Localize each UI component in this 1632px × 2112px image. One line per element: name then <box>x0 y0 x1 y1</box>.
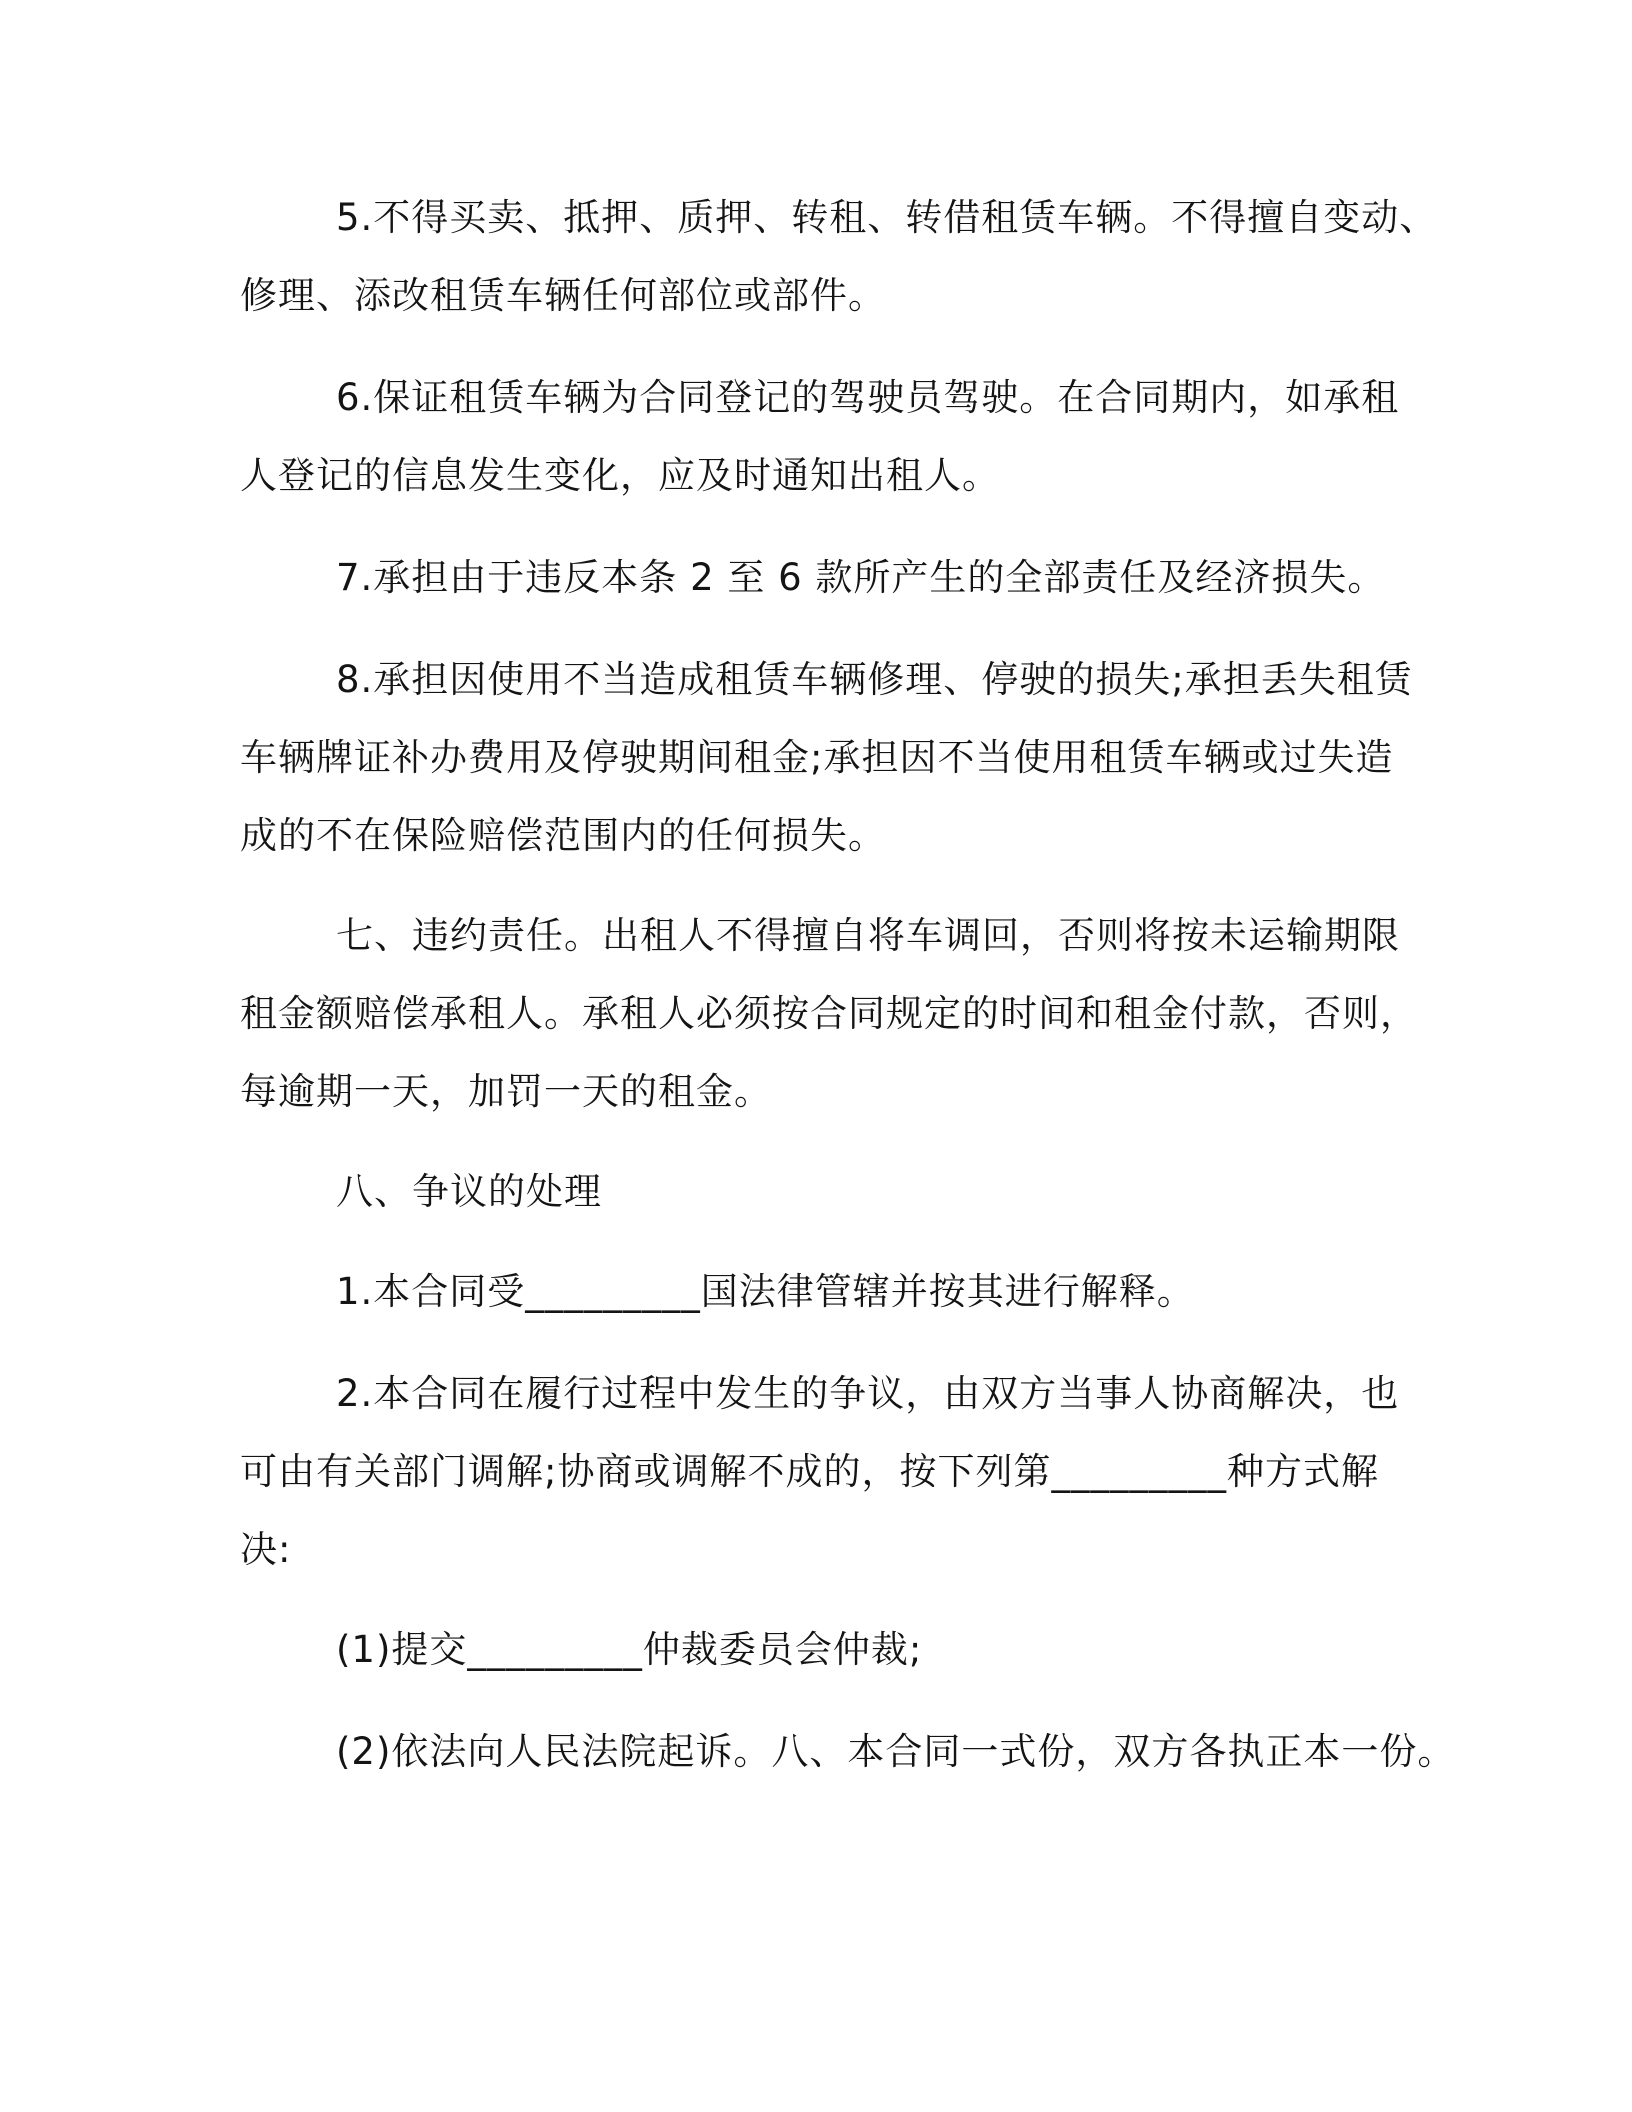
paragraph-item-5 <box>240 196 1440 326</box>
paragraph-line: 人登记的信息发生变化，应及时通知出租人。 <box>240 454 1000 497</box>
paragraph-line: 车辆牌证补办费用及停驶期间租金;承担因不当使用租赁车辆或过失造 <box>240 736 1394 779</box>
paragraph-line: (1)提交_________仲裁委员会仲裁; <box>336 1628 923 1671</box>
paragraph-dispute-2 <box>240 1372 1440 1582</box>
paragraph-line: 可由有关部门调解;协商或调解不成的，按下列第_________种方式解 <box>240 1450 1379 1493</box>
paragraph-item-6 <box>240 376 1440 506</box>
paragraph-option-1 <box>240 1628 1440 1678</box>
paragraph-line: 2.本合同在履行过程中发生的争议，由双方当事人协商解决，也 <box>336 1372 1400 1415</box>
paragraph-line: 每逾期一天，加罚一天的租金。 <box>240 1070 772 1113</box>
paragraph-option-2 <box>240 1730 1456 1780</box>
paragraph-line: 修理、添改租赁车辆任何部位或部件。 <box>240 274 886 317</box>
paragraph-line: 1.本合同受_________国法律管辖并按其进行解释。 <box>336 1270 1195 1313</box>
paragraph-item-8 <box>240 658 1440 868</box>
paragraph-dispute-1 <box>240 1270 1440 1320</box>
paragraph-line: (2)依法向人民法院起诉。八、本合同一式份，双方各执正本一份。 <box>336 1730 1456 1773</box>
paragraph-line: 八、争议的处理 <box>336 1170 602 1213</box>
paragraph-line: 成的不在保险赔偿范围内的任何损失。 <box>240 814 886 857</box>
paragraph-line: 七、违约责任。出租人不得擅自将车调回，否则将按未运输期限 <box>336 914 1400 957</box>
paragraph-line: 7.承担由于违反本条 2 至 6 款所产生的全部责任及经济损失。 <box>336 556 1386 599</box>
paragraph-section-7 <box>240 914 1440 1124</box>
paragraph-line: 租金额赔偿承租人。承租人必须按合同规定的时间和租金付款，否则， <box>240 992 1418 1035</box>
paragraph-line: 6.保证租赁车辆为合同登记的驾驶员驾驶。在合同期内，如承租 <box>336 376 1400 419</box>
paragraph-line: 决: <box>240 1528 292 1571</box>
section-heading <box>240 1170 1440 1220</box>
paragraph-item-7 <box>240 556 1440 606</box>
paragraph-line: 5.不得买卖、抵押、质押、转租、转借租赁车辆。不得擅自变动、 <box>336 196 1438 239</box>
paragraph-line: 8.承担因使用不当造成租赁车辆修理、停驶的损失;承担丢失租赁 <box>336 658 1413 701</box>
